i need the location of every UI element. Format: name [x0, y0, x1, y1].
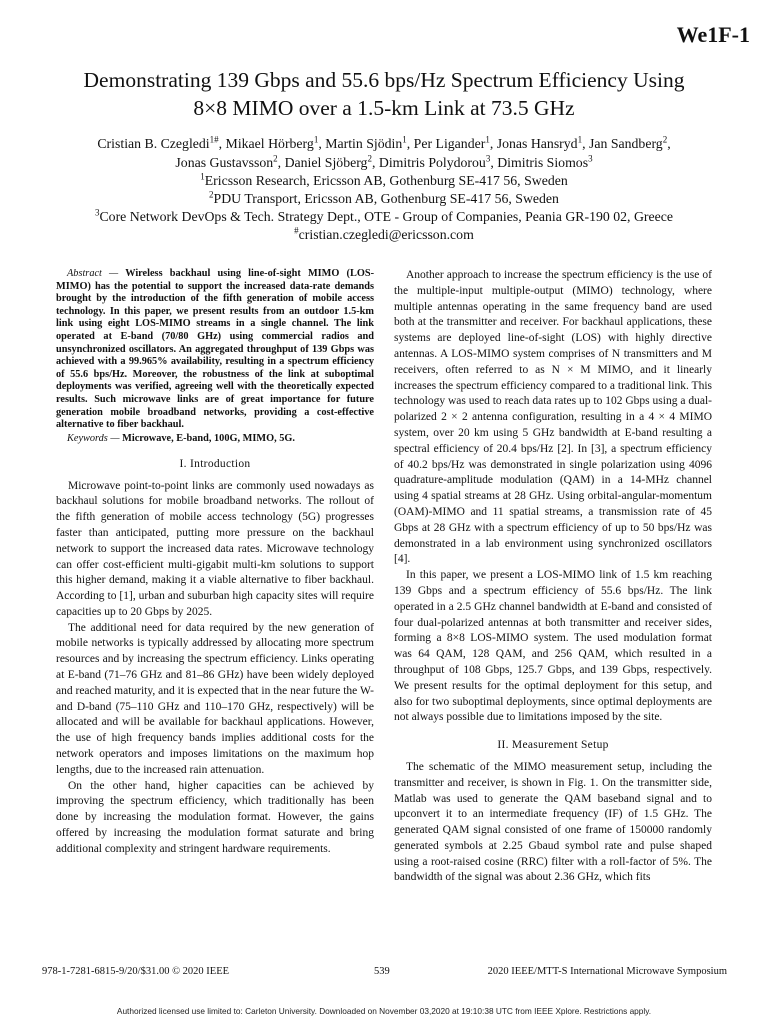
abstract [56, 268, 374, 432]
abstract-text: Wireless backhaul using line-of-sight MIMO (LOS-MIMO) has the potential to support the increased data-rate demands brought by the introduction of the fifth generation of mobile access technology. In this paper, we present results from an outdoor 1.5-km link using eight LOS-MIMO streams in a single channel. The link operated at E-band (70/80 GHz) using commercial radios and unsynchronized oscillators. An aggregated throughput of 139 Gbps was achieved with a 99.965% availability, resulting in a spectrum efficiency of 55.6 bps/Hz. Moreover, the robustness of the link at suboptimal deployments was verified, agreeing well with the theoretically expected results. Such microwave links are of great importance for future generation mobile broadband networks, providing a cost-effective alternative to fiber backhaul. [56, 268, 375, 431]
contact-email: #cristian.czegledi@ericsson.com [294, 225, 474, 242]
author: Cristian B. Czegledi$^{1\#}$, [97, 134, 226, 151]
section-heading-measurement-setup: II. Measurement Setup [497, 739, 609, 752]
session-code: We1F-1 [676, 22, 750, 47]
author: Per Ligander$^1$, [413, 134, 497, 151]
footer-copyright: 978-1-7281-6815-9/20/$31.00 © 2020 IEEE [42, 966, 230, 977]
keywords-text: Microwave, E-band, 100G, MIMO, 5G. [122, 432, 295, 444]
affiliation: $^3$Core Network DevOps & Tech. Strategy Dept., OTE - Group of Companies, Peania GR-190 02, Greece [94, 207, 673, 224]
title-line-2: 8×8 MIMO over a 1.5-km Link at 73.5 GHz [193, 96, 575, 120]
abstract-label: Abstract — [67, 268, 119, 279]
affiliation: $^1$Ericsson Research, Ericsson AB, Gothenburg SE-417 56, Sweden [200, 171, 568, 188]
author: Martin Sjödin$^1$, [325, 134, 414, 151]
author: Dimitris Siomos$^3$ [497, 153, 593, 170]
section-heading-introduction: I. Introduction [179, 457, 251, 470]
author: Jonas Hansryd$^1$, [496, 134, 589, 151]
paragraph: Another approach to increase the spectrum efficiency is the use of the multiple-input multiple-output (MIMO) technology, where multiple antennas operating in the same frequency band are used both at the transmitter and receiver. For backhaul applications, these systems are deployed line-of-sight (LOS) with highly directive antennas. A LOS-MIMO system comprises of N transmitters and M receivers, often referred to as N × M MIMO, and it linearly increases the spectrum efficiency compared to a traditional link. This technology was used to reach data rates up to 102 Gbps using a dual-polarized 2 × 2 antenna configuration, resulting in a 4 × 4 MIMO system, over 20 km using 5 GHz bandwidth at E-band resulting a spectral efficiency of 20.4 bps/Hz [2]. In [3], a spectrum efficiency of 40.2 bps/Hz was demonstrated in single polarization using 4096 quadrature-amplitude modulation (QAM) in a 14-MHz channel using 4 spatial streams at 28 GHz. Using orbital-angular-momentum (OAM)-MIMO and 11 spatial streams, a transmission rate of 45 Gbps at 28 GHz with a spectrum efficiency of up to 50 bps/Hz was demonstrated in a lab environment using synchronized oscillators [4]. [394, 269, 712, 566]
page-number: 539 [374, 966, 390, 977]
right-column [394, 268, 712, 886]
paragraph: On the other hand, higher capacities can be achieved by improving the spectrum efficiency, which traditionally has been done by increasing the modulation format. However, the gains offered by increasing the modulation format saturate and bring additional complexity and stringent hardware requirements. [56, 779, 374, 855]
left-column [56, 268, 374, 858]
author: Jonas Gustavsson$^2$, [175, 153, 285, 170]
author-list [30, 134, 738, 172]
license-notice: Authorized licensed use limited to: Carleton University. Downloaded on November 03,2020 at 19:10:38 UTC from IEEE Xplore. Restrictions apply. [116, 1006, 652, 1016]
title-line-1: Demonstrating 139 Gbps and 55.6 bps/Hz Spectrum Efficiency Using [83, 68, 685, 92]
author: Daniel Sjöberg$^2$, [284, 153, 379, 170]
affiliation-list [20, 172, 748, 244]
footer-venue: 2020 IEEE/MTT-S International Microwave Symposium [487, 966, 727, 977]
paragraph: Microwave point-to-point links are commonly used nowadays as backhaul solutions for mobile broadband networks. The rollout of the fifth generation of mobile access technology (5G) progresses faster than anticipated, putting more pressure on the backhaul network to support the increased data rates. Microwave technology can offer cost-efficient multi-gigabit multi-km solutions to support this higher demand, making it a viable alternative to fiber backhaul. According to [1], urban and suburban high capacity sites will require capacities up to 20 Gbps by 2025. [56, 479, 374, 618]
author: Jan Sandberg$^2$, [588, 134, 671, 151]
paragraph: In this paper, we present a LOS-MIMO link of 1.5 km reaching 139 Gbps and a spectrum efficiency of 55.6 bps/Hz. The link operated in a 2.5 GHz channel bandwidth at E-band and consisted of four dual-polarized antennas at both transmitter and receiver sides, forming a 8×8 LOS-MIMO system. The used modulation format was 64 QAM, 128 QAM, and 256 QAM, which resulted in a throughput of 108 Gbps, 125.7 Gbps, and 139 Gbps, respectively. We present results for the optimal deployment for this setup, and also for two suboptimal deployments, since optimal deployments are not always possible due to limitations imposed by the site. [394, 569, 712, 724]
author: Mikael Hörberg$^1$, [225, 134, 326, 151]
paragraph: The schematic of the MIMO measurement setup, including the transmitter and receiver, is shown in Fig. 1. On the transmitter side, Matlab was used to generate the QAM baseband signal and to upconvert it to an intermediate frequency (IF) of 1.5 GHz. The generated QAM signal consisted of one frame of 150000 randomly generated symbols at 2.25 Gbaud symbol rate and pulse shaped using a root-raised cosine (RRC) filter with a roll-factor of 5%. The bandwidth of the signal was about 2.36 GHz, which fits [394, 760, 712, 884]
paper-title [40, 66, 728, 122]
paragraph: The additional need for data required by the new generation of mobile networks is typically addressed by allocating more spectrum resources and by increasing the spectrum efficiency. Links operating at E-band (71–76 GHz and 81–86 GHz) have been widely deployed and reached maturity, and it is expected that in the near future the W- and D-band (75–110 GHz and 110–170 GHz, respectively) will be allocated and will be available for backhaul applications. However, the use of high frequency bands implies additional costs for the network operators and imposes limitations on the maximum hop lengths, due to the increased rain attenuation. [56, 621, 374, 776]
affiliation: $^2$PDU Transport, Ericsson AB, Gothenburg SE-417 56, Sweden [209, 189, 559, 206]
author: Dimitris Polydorou$^3$, [378, 153, 498, 170]
keywords [56, 432, 374, 445]
keywords-label: Keywords — [67, 432, 120, 444]
